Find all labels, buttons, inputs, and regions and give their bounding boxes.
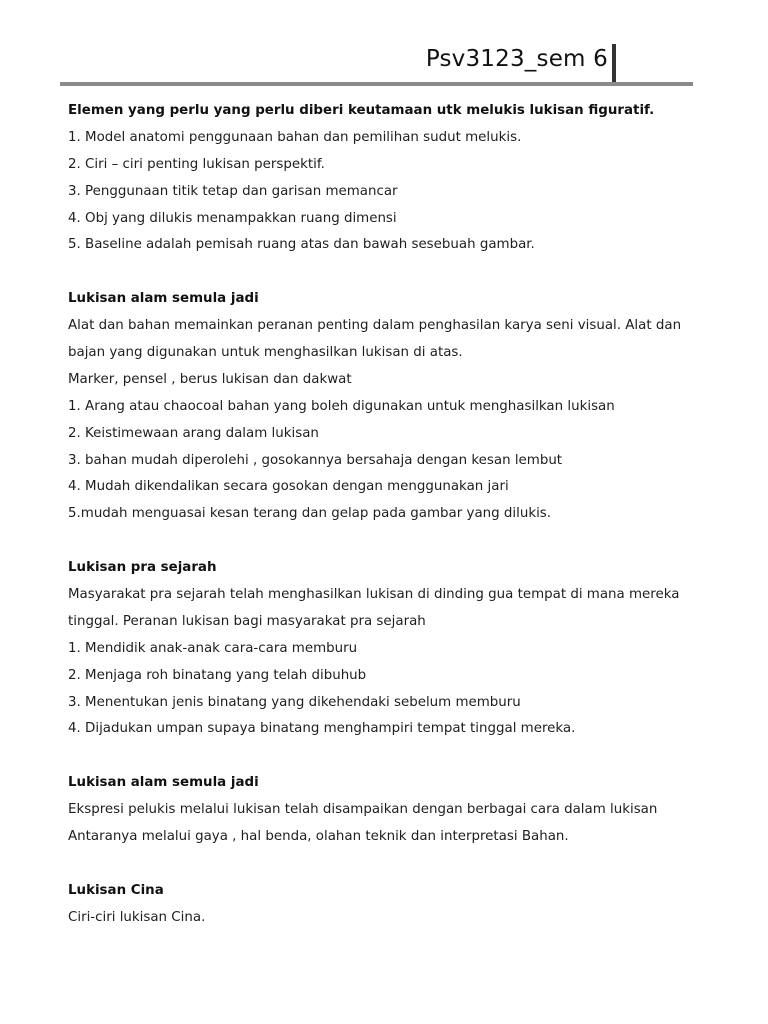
section-heading: Elemen yang perlu yang perlu diberi keutamaan utk melukis lukisan figuratif. bbox=[68, 103, 655, 118]
paragraph-line: Ciri-ciri lukisan Cina. bbox=[68, 909, 206, 925]
section-heading: Lukisan Cina bbox=[68, 882, 164, 898]
paragraph-line: bajan yang digunakan untuk menghasilkan lukisan di atas. bbox=[68, 345, 463, 361]
paragraph-line: Marker, pensel , berus lukisan dan dakwat bbox=[68, 371, 352, 387]
document-body bbox=[68, 98, 688, 932]
paragraph-line: Masyarakat pra sejarah telah menghasilkan lukisan di dinding gua tempat di mana mereka bbox=[68, 587, 680, 603]
section-lukisan-alam-semula-jadi-2 bbox=[68, 770, 688, 851]
section-heading: Lukisan pra sejarah bbox=[68, 560, 217, 576]
list-item: 3. bahan mudah diperolehi , gosokannya bersahaja dengan kesan lembut bbox=[68, 452, 563, 468]
list-item: 4. Mudah dikendalikan secara gosokan dengan menggunakan jari bbox=[68, 479, 509, 495]
list-item: 4. Dijadukan umpan supaya binatang menghampiri tempat tinggal mereka. bbox=[68, 721, 576, 737]
section-heading: Lukisan alam semula jadi bbox=[68, 775, 259, 791]
list-item: 1. Arang atau chaocoal bahan yang boleh digunakan untuk menghasilkan lukisan bbox=[68, 398, 615, 414]
paragraph-gap bbox=[68, 743, 688, 770]
list-item: 2. Ciri – ciri penting lukisan perspektif. bbox=[68, 156, 325, 172]
list-item: 5. Baseline adalah pemisah ruang atas dan bawah sesebuah gambar. bbox=[68, 237, 535, 253]
paragraph-line: Ekspresi pelukis melalui lukisan telah disampaikan dengan berbagai cara dalam lukisan bbox=[68, 802, 658, 818]
document-title: Psv3123_sem 6 bbox=[425, 46, 608, 72]
paragraph-line: tinggal. Peranan lukisan bagi masyarakat pra sejarah bbox=[68, 613, 426, 629]
list-item: 1. Model anatomi penggunaan bahan dan pemilihan sudut melukis. bbox=[68, 129, 522, 145]
header-divider bbox=[60, 82, 693, 86]
header-bar bbox=[612, 44, 616, 86]
section-lukisan-cina bbox=[68, 878, 688, 932]
list-item: 1. Mendidik anak-anak cara-cara memburu bbox=[68, 640, 358, 656]
paragraph-line: Antaranya melalui gaya , hal benda, olahan teknik dan interpretasi Bahan. bbox=[68, 829, 569, 845]
section-keutamaan-figuratif bbox=[68, 98, 688, 259]
section-heading: Lukisan alam semula jadi bbox=[68, 291, 259, 307]
paragraph-gap bbox=[68, 259, 688, 286]
section-lukisan-pra-sejarah bbox=[68, 555, 688, 743]
paragraph-gap bbox=[68, 851, 688, 878]
section-lukisan-alam-semula-jadi bbox=[68, 286, 688, 528]
list-item: 2. Menjaga roh binatang yang telah dibuhub bbox=[68, 667, 367, 683]
list-item: 2. Keistimewaan arang dalam lukisan bbox=[68, 425, 319, 441]
paragraph-gap bbox=[68, 528, 688, 555]
list-item: 3. Menentukan jenis binatang yang dikehendaki sebelum memburu bbox=[68, 694, 521, 710]
list-item: 4. Obj yang dilukis menampakkan ruang dimensi bbox=[68, 210, 397, 226]
list-item: 3. Penggunaan titik tetap dan garisan memancar bbox=[68, 183, 398, 199]
list-item: 5.mudah menguasai kesan terang dan gelap pada gambar yang dilukis. bbox=[68, 506, 552, 522]
paragraph-line: Alat dan bahan memainkan peranan penting dalam penghasilan karya seni visual. Alat dan bbox=[68, 318, 682, 334]
